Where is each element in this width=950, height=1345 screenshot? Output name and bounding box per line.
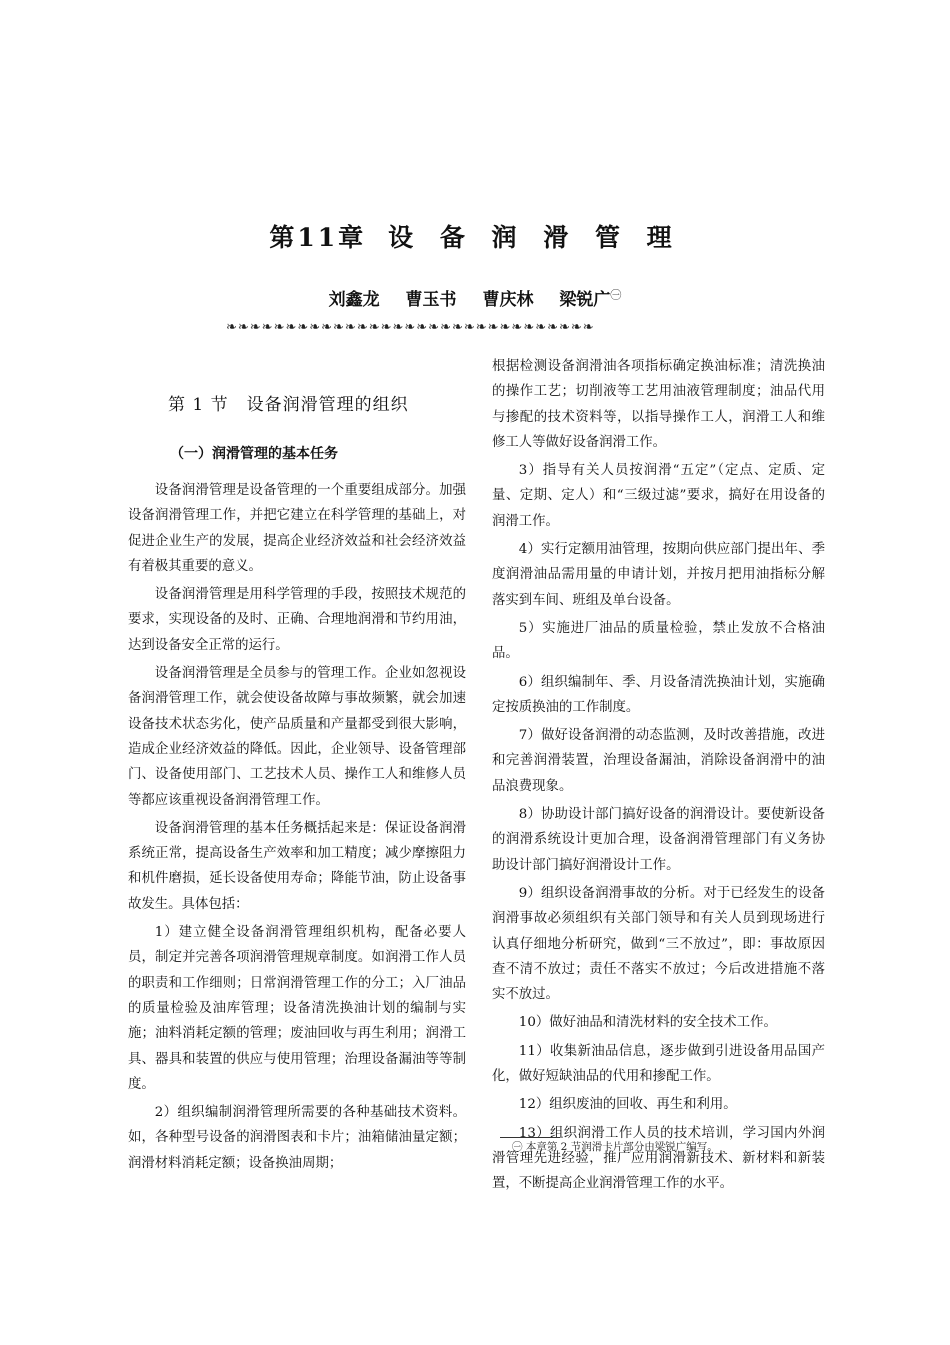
author-name: 曹玉书: [405, 290, 457, 310]
paragraph: 11）收集新油品信息，逐步做到引进设备用品国产化，做好短缺油品的代用和掺配工作。: [492, 1043, 825, 1085]
footnote-divider: [500, 1137, 560, 1138]
paragraph: 13）组织润滑工作人员的技术培训，学习国内外润滑管理先进经验，推广应用润滑新技术、新材料和新装置，不断提高企业润滑管理工作的水平。: [492, 1125, 825, 1192]
section-name: 设备润滑管理的组织: [246, 395, 409, 415]
paragraph: 8）协助设计部门搞好设备的润滑设计。要使新设备的润滑系统设计更加合理，设备润滑管理部门有义务协助设计部门搞好润滑设计工作。: [492, 807, 825, 873]
paragraph: 5）实施进厂油品的质量检验，禁止发放不合格油品。: [492, 620, 825, 662]
paragraph: 2）组织编制润滑管理所需要的各种基础技术资料。如，各种型号设备的润滑图表和卡片；油箱储油量定额；润滑材料消耗定额；设备换油周期；: [128, 1105, 466, 1171]
subsection-title: （一）润滑管理的基本任务: [170, 446, 338, 462]
footnote-marker: ㊀: [610, 288, 622, 302]
paragraph: 12）组织废油的回收、再生和利用。: [518, 1097, 737, 1113]
paragraph: 设备润滑管理是设备管理的一个重要组成部分。加强设备润滑管理工作，并把它建立在科学管理的基础上，对促进企业生产的发展，提高企业经济效益和社会经济效益有着极其重要的意义。: [128, 483, 466, 574]
author-name: 刘鑫龙: [328, 290, 380, 310]
section-title: [168, 390, 409, 415]
paragraph: 7）做好设备润滑的动态监测，及时改善措施，改进和完善润滑装置，治理设备漏油，消除设备润滑中的油品浪费现象。: [492, 728, 825, 794]
author-name: [559, 290, 621, 310]
ornament-divider: ❧❧❧❧❧❧❧❧❧❧❧❧❧❧❧❧❧❧❧❧❧❧❧❧❧❧❧❧❧❧❧: [226, 320, 595, 335]
author-list: [0, 285, 950, 310]
paragraph: 6）组织编制年、季、月设备清洗换油计划，实施确定按质换油的工作制度。: [492, 674, 825, 715]
paragraph: 4）实行定额用油管理，按期向供应部门提出年、季度润滑油品需用量的申请计划，并按月把用油指标分解落实到车间、班组及单台设备。: [492, 542, 825, 608]
section-number: 第 1 节: [168, 395, 229, 415]
chapter-title: [0, 218, 950, 254]
author-name: 曹庆林: [482, 290, 534, 310]
paragraph: 设备润滑管理是用科学管理的手段，按照技术规范的要求，实现设备的及时、正确、合理地润滑和节约用油，达到设备安全正常的运行。: [128, 587, 466, 653]
paragraph: 设备润滑管理是全员参与的管理工作。企业如忽视设备润滑管理工作，就会使设备故障与事故频繁，就会加速设备技术状态劣化，使产品质量和产量都受到很大影响，造成企业经济效益的降低。因此，企业领导、设备管理部门、设备使用部门、工艺技术人员、操作工人和维修人员等都应该重视设备润滑管理工作。: [128, 666, 466, 808]
paragraph-continued: 根据检测设备润滑油各项指标确定换油标准；清洗换油的操作工艺；切削液等工艺用油液管理制度；油品代用与掺配的技术资料等，以指导操作工人，润滑工人和维修工人等做好设备润滑工作。: [492, 359, 825, 450]
author-name-text: 梁锐广: [559, 290, 611, 310]
right-column: [492, 354, 825, 1200]
chapter-number: 第11章: [269, 223, 367, 252]
paragraph: 设备润滑管理的基本任务概括起来是：保证设备润滑系统正常，提高设备生产效率和加工精度；减少摩擦阻力和机件磨损，延长设备使用寿命；降能节油，防止设备事故发生。具体包括：: [128, 820, 466, 912]
left-column: [128, 478, 466, 1179]
paragraph: 1）建立健全设备润滑管理组织机构，配备必要人员，制定并完善各项润滑管理规章制度。如润滑工作人员的职责和工作细则；日常润滑管理工作的分工；入厂油品的质量检验及油库管理；设备清洗换油计划的编制与实施；油料消耗定额的管理；废油回收与再生利用；润滑工具、器具和装置的供应与使用管理；治理设备漏油等等制度。: [128, 925, 466, 1092]
footnote: ㊀ 本章第 2 节润滑卡片部分由梁锐广编写。: [512, 1141, 718, 1153]
paragraph: 9）组织设备润滑事故的分析。对于已经发生的设备润滑事故必须组织有关部门领导和有关人员到现场进行认真仔细地分析研究，做到“三不放过”，即：事故原因查不清不放过；责任不落实不放过；今后改进措施不落实不放过。: [492, 885, 825, 1003]
paragraph: 3）指导有关人员按润滑“五定”（定点、定质、定量、定期、定人）和“三级过滤”要求，搞好在用设备的润滑工作。: [492, 463, 825, 529]
chapter-name: 设 备 润 滑 管 理: [388, 223, 681, 252]
paragraph: 10）做好油品和清洗材料的安全技术工作。: [518, 1015, 777, 1031]
